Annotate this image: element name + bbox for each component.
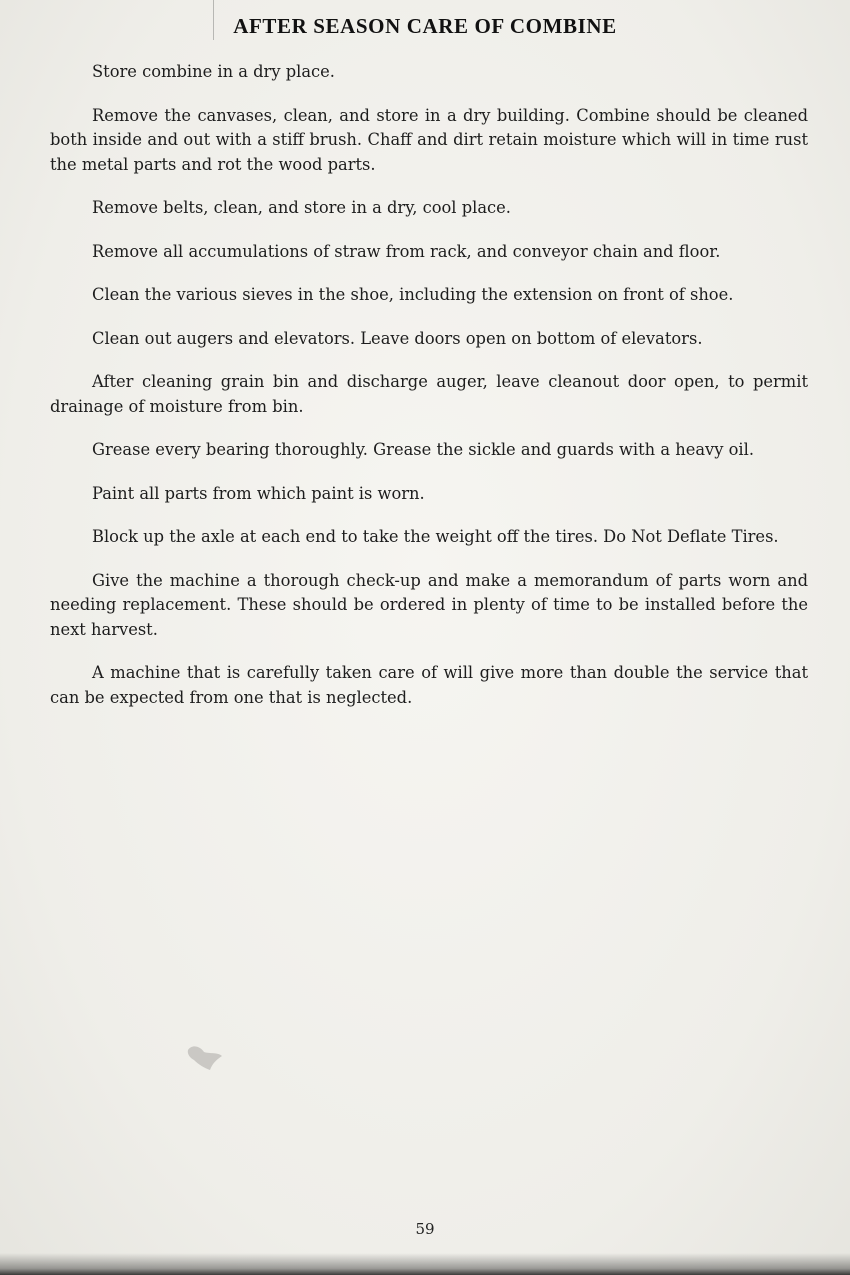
- ink-smudge-icon: [186, 1042, 224, 1072]
- paragraph-augers: Clean out augers and elevators. Leave doors open on bottom of elevators.: [92, 328, 703, 348]
- paragraph-store-dry: Store combine in a dry place.: [92, 62, 335, 81]
- scan-edge-shadow: [0, 1253, 850, 1275]
- paragraph-belts: Remove belts, clean, and store in a dry, cool place.: [92, 198, 511, 217]
- paragraph-check-up: Give the machine a thorough check-up and make a memorandum of parts worn and needing replacement. These should be ordered in plenty of time to be installed before the next harvest.: [50, 570, 808, 639]
- paragraph-sieves: Clean the various sieves in the shoe, including the extension on front of shoe.: [92, 285, 734, 304]
- document-body: [50, 60, 808, 729]
- paragraph-neglected: A machine that is carefully taken care of will give more than double the service that can be expected from one that is neglected.: [50, 663, 808, 707]
- page-number: 59: [415, 1220, 435, 1238]
- paragraph-paint: Paint all parts from which paint is worn.: [92, 483, 425, 503]
- paragraph-straw: Remove all accumulations of straw from rack, and conveyor chain and floor.: [92, 241, 721, 261]
- paragraph-canvases: Remove the canvases, clean, and store in a dry building. Combine should be cleaned both inside and out with a stiff brush. Chaff and dirt retain moisture which will in time rust the metal parts and rot the wood parts.: [50, 105, 808, 174]
- paragraph-grain-bin: After cleaning grain bin and discharge auger, leave cleanout door open, to permit drainage of moisture from bin.: [50, 372, 808, 416]
- page-title: AFTER SEASON CARE OF COMBINE: [233, 14, 617, 38]
- paragraph-grease: Grease every bearing thoroughly. Grease the sickle and guards with a heavy oil.: [92, 440, 755, 459]
- paragraph-axle: Block up the axle at each end to take the weight off the tires. Do Not Deflate Tires.: [92, 527, 779, 546]
